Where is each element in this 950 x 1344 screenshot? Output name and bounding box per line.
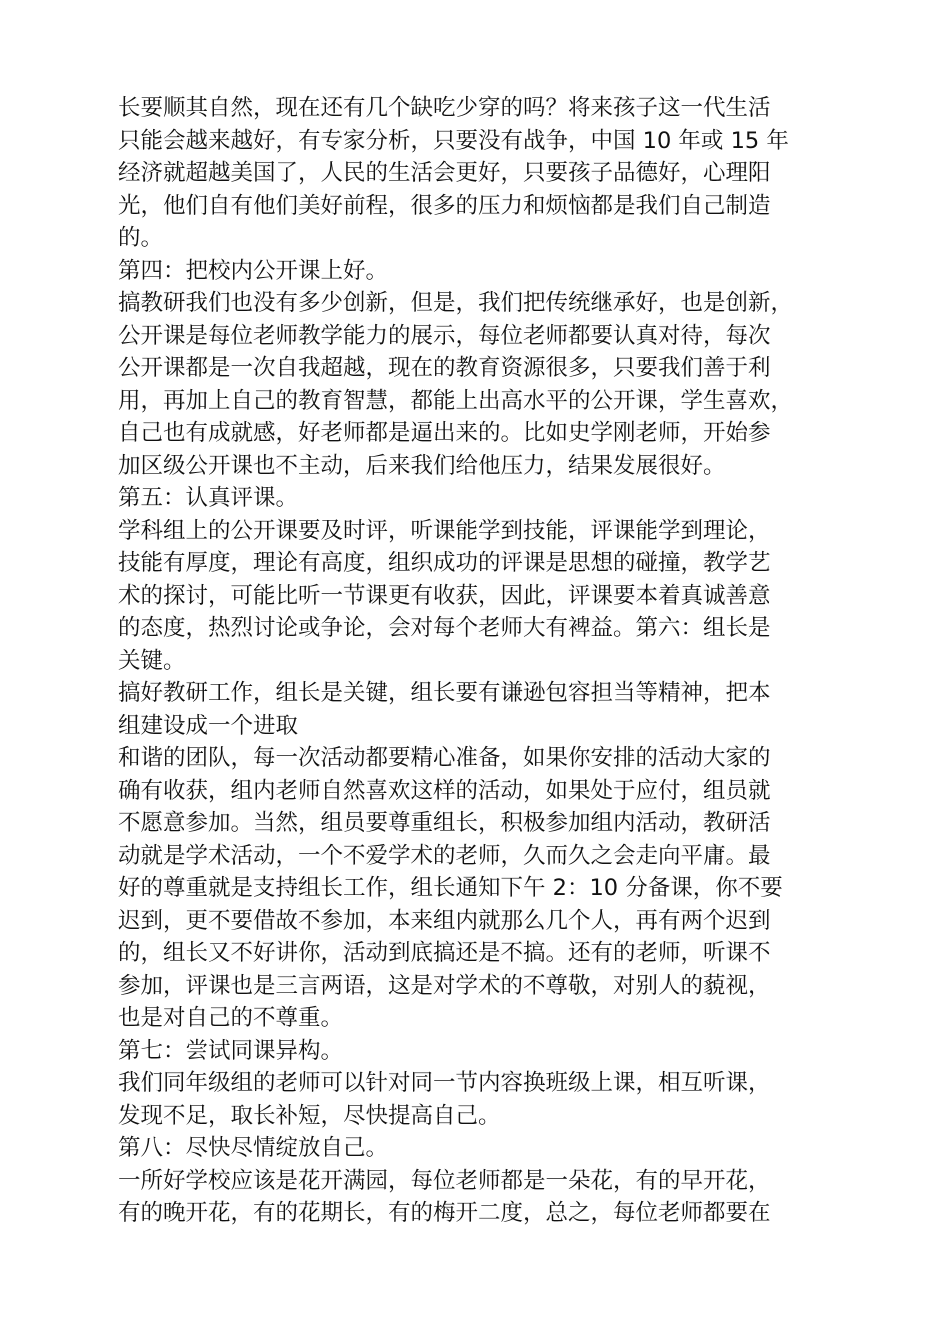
text-line: 公开课都是一次自我超越，现在的教育资源很多，只要我们善于利 <box>118 355 771 381</box>
text-line: 发现不足，取长补短，尽快提高自己。 <box>118 1102 501 1129</box>
text-line: 术的探讨，可能比听一节课更有收获，因此，评课要本着真诚善意 <box>118 582 771 609</box>
text-line: 一所好学校应该是花开满园，每位老师都是一朵花，有的早开花， <box>118 1167 771 1194</box>
text-line: 经济就超越美国了，人民的生活会更好，只要孩子品德好，心理阳 <box>118 160 771 186</box>
text-line: 只能会越来越好，有专家分析，只要没有战争，中国 10 年或 15 年 <box>118 127 789 154</box>
text-line: 组建设成一个进取 <box>118 712 299 739</box>
text-line: 长要顺其自然，现在还有几个缺吃少穿的吗？将来孩子这一代生活 <box>118 95 771 121</box>
text-line: 不愿意参加。当然，组员要尊重组长，积极参加组内活动，教研活 <box>118 810 771 836</box>
text-line: 和谐的团队，每一次活动都要精心准备，如果你安排的活动大家的 <box>118 745 771 771</box>
text-line: 确有收获，组内老师自然喜欢这样的活动，如果处于应付，组员就 <box>118 777 771 804</box>
text-line: 技能有厚度，理论有高度，组织成功的评课是思想的碰撞，教学艺 <box>118 550 771 576</box>
body-text <box>118 92 838 1230</box>
text-line: 关键。 <box>118 647 186 674</box>
text-line: 的态度，热烈讨论或争论，会对每个老师大有裨益。第六：组长是 <box>118 615 771 641</box>
text-line: 迟到，更不要借故不参加，本来组内就那么几个人，再有两个迟到 <box>118 907 771 934</box>
section-heading-5: 第五：认真评课。 <box>118 485 299 511</box>
section-heading-7: 第七：尝试同课异构。 <box>118 1037 344 1064</box>
text-line: 的，组长又不好讲你，活动到底搞还是不搞。还有的老师，听课不 <box>118 940 771 966</box>
section-heading-4: 第四：把校内公开课上好。 <box>118 257 389 284</box>
text-line: 自己也有成就感，好老师都是逼出来的。比如史学刚老师，开始参 <box>118 420 771 446</box>
text-line: 搞教研我们也没有多少创新，但是，我们把传统继承好，也是创新， <box>118 290 794 316</box>
text-line: 的。 <box>118 225 164 251</box>
section-heading-8: 第八：尽快尽情绽放自己。 <box>118 1135 389 1161</box>
text-line: 用，再加上自己的教育智慧，都能上出高水平的公开课，学生喜欢， <box>118 387 794 414</box>
text-line: 有的晚开花，有的花期长，有的梅开二度，总之，每位老师都要在 <box>118 1200 771 1226</box>
text-line: 光，他们自有他们美好前程，很多的压力和烦恼都是我们自己制造 <box>118 192 771 219</box>
text-line: 搞好教研工作，组长是关键，组长要有谦逊包容担当等精神，把本 <box>118 680 771 706</box>
text-line: 好的尊重就是支持组长工作，组长通知下午 2：10 分备课，你不要 <box>118 875 783 901</box>
text-line: 公开课是每位老师教学能力的展示，每位老师都要认真对待，每次 <box>118 322 771 349</box>
text-line: 加区级公开课也不主动，后来我们给他压力，结果发展很好。 <box>118 452 726 479</box>
text-line: 学科组上的公开课要及时评，听课能学到技能，评课能学到理论， <box>118 517 771 544</box>
text-line: 也是对自己的不尊重。 <box>118 1005 344 1031</box>
text-line: 我们同年级组的老师可以针对同一节内容换班级上课，相互听课， <box>118 1070 771 1096</box>
text-line: 参加，评课也是三言两语，这是对学术的不尊敬，对别人的藐视， <box>118 972 771 999</box>
text-line: 动就是学术活动，一个不爱学术的老师，久而久之会走向平庸。最 <box>118 842 771 869</box>
